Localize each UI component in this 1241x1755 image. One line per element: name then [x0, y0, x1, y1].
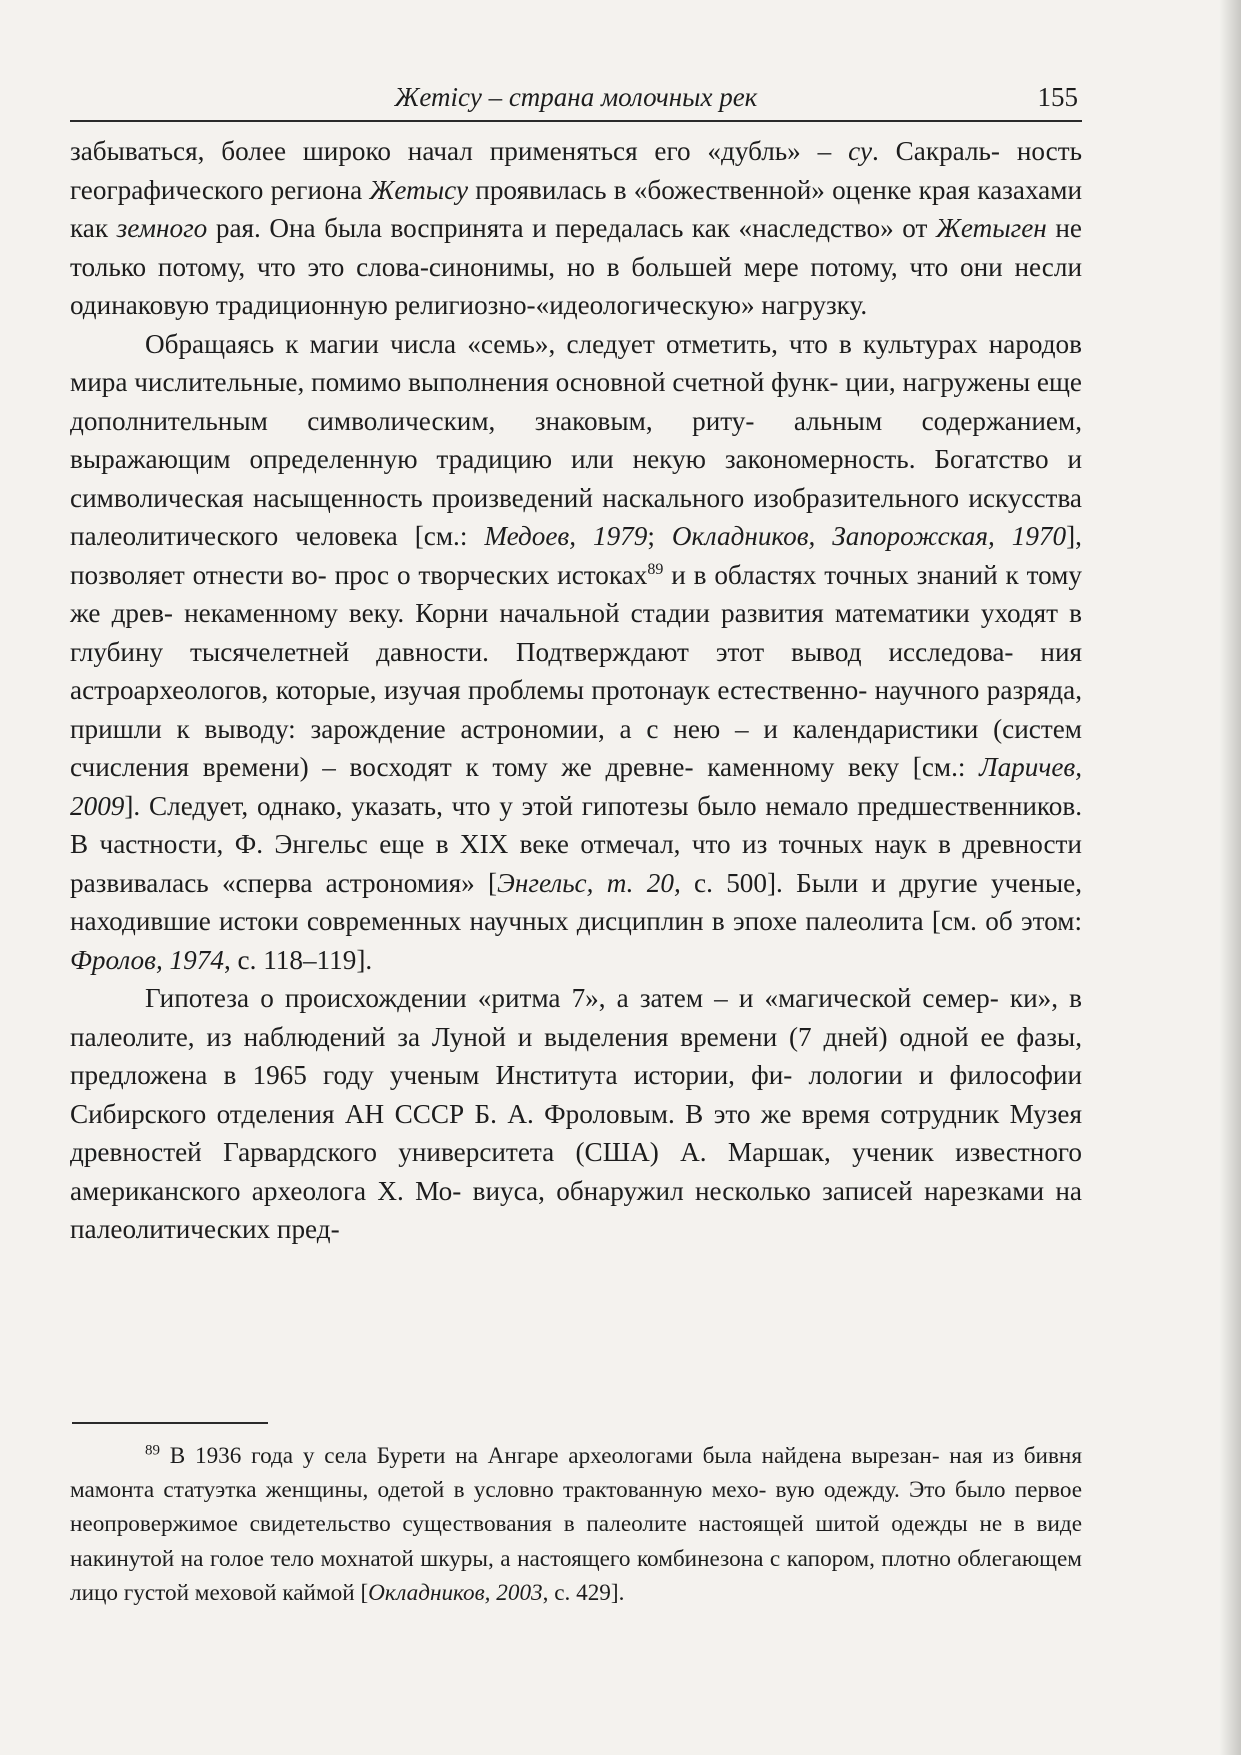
- text-run: рая. Она была воспринята и передалась как «наследство» от: [207, 213, 936, 243]
- page-number: 155: [1037, 82, 1078, 112]
- text-run: и в областях точных знаний к тому же древ- некаменному веку. Корни начальной стадии развития математики уходят в глубину тысячелетней давности. Подтверждают этот вывод исследова- ния астроархеологов, которые, изучая проблемы протонаук естественно- научного разряда, пришли к выводу: зарождение астрономии, а с нею – и календаристики (систем счисления времени) – восходят к тому же древне- каменному веку [см.:: [70, 559, 1082, 782]
- text-run: забываться, более широко начал применяться его «дубль» –: [70, 136, 849, 166]
- paragraph-1: [70, 132, 1082, 325]
- citation: Ларичев, 2009: [70, 752, 1082, 821]
- text-run: Гипотеза о происхождении «ритма 7», а затем – и «магической семер- ки», в палеолите, из наблюдений за Луной и выделения времени (7 дней) одной ее фазы, предложена в 1965 году ученым Института истории, фи- лологии и философии Сибирского отделения АН СССР Б. А. Фроловым. В это же время сотрудник Музея древностей Гарвардского университета (США) А. Маршак, ученик известного американского археолога Х. Мо- виуса, обнаружил несколько записей нарезками на палеолитических пред-: [70, 983, 1082, 1244]
- binding-shadow: [1219, 0, 1241, 1755]
- citation: Энгельс, т. 20,: [497, 867, 681, 898]
- footnote-89: [70, 1439, 1082, 1610]
- text-run: не только потому, что это слова-синонимы, но в большей мере потому, что они несли одинаковую традиционную религиозно-«идеологическую» нагрузку.: [70, 213, 1082, 320]
- italic-term: Жетыген: [935, 213, 1047, 243]
- footnote-reference[interactable]: 89: [647, 560, 664, 578]
- footnote-divider: [72, 1422, 268, 1424]
- paragraph-2: [70, 325, 1082, 980]
- italic-term: земного: [116, 213, 208, 243]
- citation: Фролов, 1974: [70, 944, 224, 975]
- running-title: Жетісу – страна молочных рек: [394, 82, 758, 112]
- text-run: . Сакраль- ность географического региона: [70, 136, 1082, 205]
- text-run: ;: [647, 521, 672, 551]
- running-header: [70, 80, 1082, 122]
- text-run: с. 500]. Были и другие ученые, находившие истоки современных научных дисциплин в эпохе палеолита [см. об этом:: [70, 867, 1083, 936]
- italic-term: су: [848, 136, 873, 166]
- text-run: , с. 429].: [542, 1579, 625, 1606]
- citation: Окладников, 2003: [368, 1579, 543, 1606]
- text-run: ]. Следует, однако, указать, что у этой гипотезы было немало предшественников. В частности, Ф. Энгельс еще в XIX веке отмечал, что из точных наук в древности развивалась «сперва астрономия» [: [70, 790, 1082, 898]
- italic-term: Жетысу: [369, 174, 469, 205]
- citation: Окладников, Запорожская, 1970: [671, 521, 1067, 551]
- paragraph-3: [70, 979, 1082, 1249]
- text-run: , с. 118–119].: [223, 944, 373, 975]
- text-run: В 1936 года у села Бурети на Ангаре археологами была найдена вырезан- ная из бивня мамонта статуэтка женщины, одетой в условно трактованную мехо- вую одежду. Это было первое неопровержимое свидетельство существования в палеолите настоящей шитой одежды не в виде накинутой на голое тело мохнатой шкуры, а настоящего комбинезона с капором, плотно облегающем лицо густой меховой каймой [: [70, 1443, 1082, 1606]
- text-run: Обращаясь к магии числа «семь», следует отметить, что в культурах народов мира числительные, помимо выполнения основной счетной функ- ции, нагружены еще дополнительным символическим, знаковым, риту- альным содержанием, выражающим определенную традицию или некую закономерность. Богатство и символическая насыщенность произведений наскального изобразительного искусства палеолитического человека [см.:: [70, 328, 1082, 551]
- footnote-number: 89: [145, 1442, 160, 1459]
- text-run: проявилась в «божественной» оценке края казахами как: [70, 174, 1082, 243]
- main-text: [70, 132, 1082, 1249]
- text-run: ], позволяет отнести во- прос о творческих истоках: [70, 521, 1082, 590]
- citation: Медоев, 1979: [484, 521, 648, 551]
